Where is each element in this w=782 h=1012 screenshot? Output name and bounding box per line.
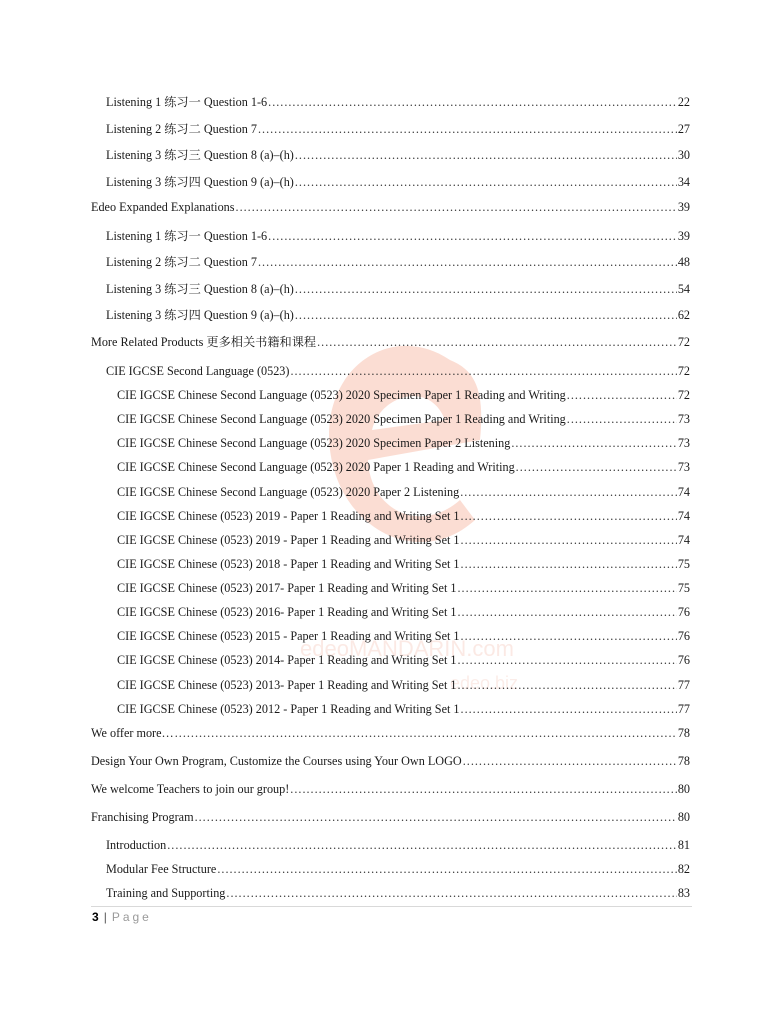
toc-entry-page: 73: [677, 460, 690, 474]
toc-entry-title: CIE IGCSE Chinese (0523) 2016- Paper 1 Reading and Writing Set 1: [117, 605, 457, 619]
toc-entry[interactable]: [117, 604, 690, 620]
toc-entry-title: Modular Fee Structure: [106, 862, 217, 876]
toc-entry[interactable]: [106, 174, 690, 190]
toc-entry[interactable]: [91, 781, 690, 797]
toc-entry[interactable]: [91, 199, 690, 215]
toc-entry[interactable]: [117, 484, 690, 500]
toc-entry-title: CIE IGCSE Chinese (0523) 2019 - Paper 1 Reading and Writing Set 1: [117, 509, 460, 523]
toc-entry-page: 72: [677, 364, 690, 378]
page-footer: [92, 910, 152, 924]
watermark-text-secondary: edeo.biz: [450, 673, 519, 693]
toc-leader-dots: [461, 701, 677, 717]
toc-entry[interactable]: [117, 652, 690, 668]
toc-entry-title: Listening 3 练习三 Question 8 (a)–(h): [106, 282, 294, 296]
toc-entry[interactable]: [117, 556, 690, 572]
toc-entry-page: 48: [677, 255, 690, 269]
toc-entry-page: 75: [677, 581, 690, 595]
toc-entry[interactable]: [106, 228, 690, 244]
toc-entry-title: CIE IGCSE Chinese (0523) 2012 - Paper 1 Reading and Writing Set 1: [117, 702, 460, 716]
toc-entry-page: 76: [677, 629, 690, 643]
footer-page-number: 3: [92, 910, 99, 924]
toc-entry-page: 80: [677, 782, 690, 796]
toc-entry-page: 77: [677, 702, 690, 716]
toc-entry-page: 34: [677, 175, 690, 189]
toc-leader-dots: [295, 281, 677, 297]
toc-entry[interactable]: [106, 254, 690, 270]
toc-leader-dots: [457, 652, 676, 668]
toc-entry-title: Listening 1 练习一 Question 1-6: [106, 95, 268, 109]
toc-entry-page: 76: [677, 653, 690, 667]
toc-entry-page: 73: [677, 412, 690, 426]
toc-entry-title: CIE IGCSE Chinese (0523) 2015 - Paper 1 Reading and Writing Set 1: [117, 629, 460, 643]
toc-entry[interactable]: [117, 387, 690, 403]
toc-entry-title: CIE IGCSE Second Language (0523): [106, 364, 290, 378]
toc-leader-dots: [461, 532, 677, 548]
toc-leader-dots: [511, 435, 677, 451]
toc-entry[interactable]: [117, 459, 690, 475]
toc-leader-dots: [295, 174, 677, 190]
toc-entry[interactable]: [91, 753, 690, 769]
toc-leader-dots: [461, 508, 677, 524]
toc-entry-title: We welcome Teachers to join our group!: [91, 782, 290, 796]
toc-leader-dots: [463, 753, 677, 769]
toc-entry-title: CIE IGCSE Chinese Second Language (0523) 2020 Specimen Paper 1 Reading and Writing: [117, 388, 566, 402]
toc-entry[interactable]: [117, 701, 690, 717]
toc-entry-page: 78: [677, 726, 690, 740]
toc-leader-dots: [317, 334, 677, 350]
toc-entry-title: Listening 3 练习三 Question 8 (a)–(h): [106, 148, 294, 162]
toc-entry-title: Franchising Program: [91, 810, 194, 824]
toc-leader-dots: [295, 307, 677, 323]
toc-entry-title: We offer more…: [91, 726, 174, 740]
toc-leader-dots: [290, 363, 676, 379]
toc-entry[interactable]: [106, 281, 690, 297]
toc-entry-title: CIE IGCSE Chinese (0523) 2019 - Paper 1 Reading and Writing Set 1: [117, 533, 460, 547]
watermark-text-primary: edeoMANDARIN.com: [300, 636, 514, 661]
toc-entry-page: 54: [677, 282, 690, 296]
toc-entry-title: CIE IGCSE Chinese Second Language (0523) 2020 Paper 2 Listening: [117, 485, 460, 499]
toc-entry-page: 74: [677, 509, 690, 523]
toc-leader-dots: [457, 604, 676, 620]
toc-entry-title: CIE IGCSE Chinese (0523) 2018 - Paper 1 Reading and Writing Set 1: [117, 557, 460, 571]
toc-entry-page: 22: [677, 95, 690, 109]
toc-entry-page: 81: [677, 838, 690, 852]
toc-leader-dots: [195, 809, 677, 825]
toc-entry[interactable]: [91, 334, 690, 350]
toc-entry-title: Listening 3 练习四 Question 9 (a)–(h): [106, 308, 294, 322]
toc-entry-page: 83: [677, 886, 690, 900]
toc-leader-dots: [268, 228, 677, 244]
toc-leader-dots: [457, 580, 676, 596]
toc-entry-title: CIE IGCSE Chinese Second Language (0523) 2020 Specimen Paper 1 Reading and Writing: [117, 412, 566, 426]
footer-separator: |: [103, 910, 107, 924]
toc-entry-title: CIE IGCSE Chinese Second Language (0523) 2020 Specimen Paper 2 Listening: [117, 436, 511, 450]
toc-entry-page: 73: [677, 436, 690, 450]
toc-leader-dots: [226, 885, 676, 901]
toc-entry[interactable]: [117, 628, 690, 644]
toc-entry[interactable]: [117, 677, 690, 693]
toc-entry-page: 27: [677, 122, 690, 136]
toc-leader-dots: [567, 411, 677, 427]
toc-entry-title: Introduction: [106, 838, 167, 852]
toc-entry-page: 75: [677, 557, 690, 571]
toc-entry-title: CIE IGCSE Chinese Second Language (0523) 2020 Paper 1 Reading and Writing: [117, 460, 515, 474]
toc-entry-title: Listening 3 练习四 Question 9 (a)–(h): [106, 175, 294, 189]
toc-entry-page: 74: [677, 533, 690, 547]
toc-entry-page: 78: [677, 754, 690, 768]
toc-entry[interactable]: [106, 307, 690, 323]
toc-leader-dots: [268, 94, 677, 110]
toc-entry[interactable]: [106, 885, 690, 901]
toc-entry-page: 74: [677, 485, 690, 499]
toc-leader-dots: [295, 147, 677, 163]
toc-leader-dots: [175, 725, 677, 741]
toc-entry-title: CIE IGCSE Chinese (0523) 2017- Paper 1 Reading and Writing Set 1: [117, 581, 457, 595]
toc-entry-title: Edeo Expanded Explanations: [91, 200, 235, 214]
toc-entry-page: 82: [677, 862, 690, 876]
toc-entry-title: CIE IGCSE Chinese (0523) 2013- Paper 1 Reading and Writing Set 1: [117, 678, 457, 692]
toc-entry[interactable]: [117, 411, 690, 427]
toc-entry[interactable]: [91, 809, 690, 825]
toc-entry-title: Listening 2 练习二 Question 7: [106, 122, 257, 136]
toc-entry-page: 76: [677, 605, 690, 619]
toc-entry-page: 72: [677, 335, 690, 349]
toc-entry-page: 30: [677, 148, 690, 162]
toc-leader-dots: [290, 781, 677, 797]
toc-leader-dots: [258, 254, 677, 270]
toc-leader-dots: [460, 484, 677, 500]
toc-entry-page: 39: [677, 200, 690, 214]
toc-entry[interactable]: [117, 508, 690, 524]
toc-leader-dots: [567, 387, 677, 403]
toc-entry[interactable]: [117, 532, 690, 548]
toc-entry-title: More Related Products 更多相关书籍和课程: [91, 335, 317, 349]
toc-entry[interactable]: [106, 363, 690, 379]
toc-leader-dots: [516, 459, 677, 475]
toc-entry[interactable]: [106, 147, 690, 163]
toc-entry[interactable]: [106, 94, 690, 110]
toc-leader-dots: [457, 677, 676, 693]
toc-leader-dots: [461, 556, 677, 572]
toc-entry-title: Design Your Own Program, Customize the Courses using Your Own LOGO: [91, 754, 462, 768]
toc-entry-page: 77: [677, 678, 690, 692]
toc-entry-title: Listening 1 练习一 Question 1-6: [106, 229, 268, 243]
toc-entry[interactable]: [106, 121, 690, 137]
toc-entry[interactable]: [91, 725, 690, 741]
toc-leader-dots: [217, 861, 676, 877]
toc-leader-dots: [258, 121, 677, 137]
toc-entry[interactable]: [106, 861, 690, 877]
toc-entry-page: 39: [677, 229, 690, 243]
toc-entry-title: CIE IGCSE Chinese (0523) 2014- Paper 1 Reading and Writing Set 1: [117, 653, 457, 667]
toc-entry[interactable]: [117, 435, 690, 451]
toc-entry-title: Training and Supporting: [106, 886, 226, 900]
toc-entry-page: 62: [677, 308, 690, 322]
footer-page-label: Page: [111, 910, 152, 924]
toc-entry[interactable]: [106, 837, 690, 853]
toc-leader-dots: [461, 628, 677, 644]
toc-entry-title: Listening 2 练习二 Question 7: [106, 255, 257, 269]
footer-divider: [91, 906, 692, 907]
toc-entry[interactable]: [117, 580, 690, 596]
toc-entry-page: 72: [677, 388, 690, 402]
toc-entry-page: 80: [677, 810, 690, 824]
toc-leader-dots: [167, 837, 677, 853]
toc-leader-dots: [236, 199, 677, 215]
